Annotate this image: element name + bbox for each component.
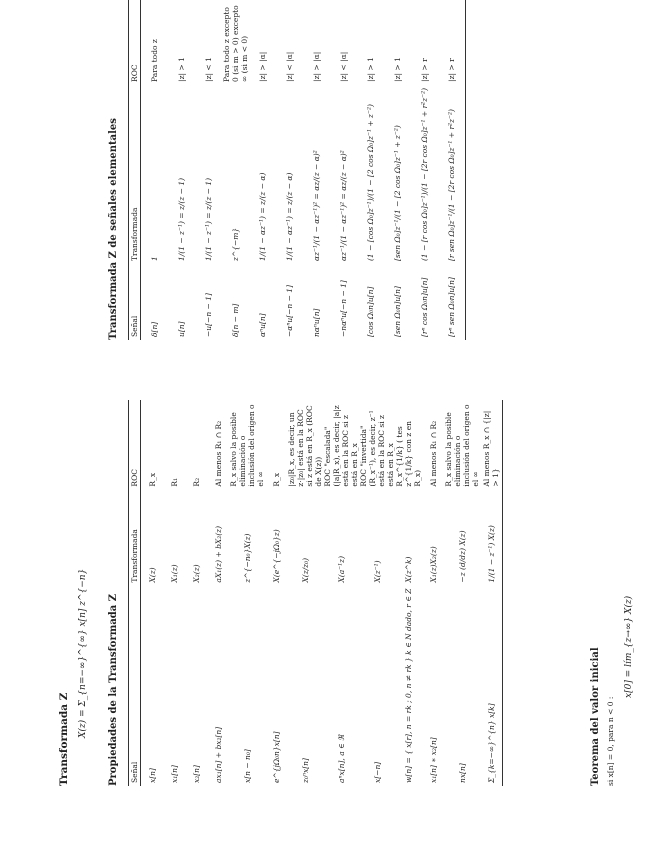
signal-cell: ax₁[n] + bx₂[n]	[213, 726, 223, 783]
transform-cell: αz⁻¹/(1 − αz⁻¹)² = αz/(z − α)²	[312, 150, 321, 261]
table-row	[303, 0, 330, 340]
table-row	[438, 0, 466, 340]
signal-cell: −u[−n − 1]	[204, 293, 213, 337]
roc-cell: |z| < 1	[204, 57, 213, 82]
table-row	[411, 0, 438, 340]
transform-cell: X₁(z)X₂(z)	[428, 546, 438, 583]
roc-cell: R₂	[191, 477, 201, 487]
transform-cell: z^{−n₀}X(z)	[242, 533, 252, 583]
signal-cell: x₂[n]	[191, 765, 201, 783]
transform-cell: X(z)	[147, 567, 157, 583]
table-row	[422, 400, 444, 786]
properties-table	[128, 400, 503, 786]
table-row	[141, 400, 164, 786]
table-row	[359, 400, 395, 786]
signal-cell: Σ_{k=−∞}^{n} x[k]	[480, 586, 503, 786]
signal-cell: u[n]	[177, 321, 186, 337]
table-row	[330, 0, 357, 340]
roc-cell: |z| > 1	[177, 57, 186, 82]
table-row	[265, 400, 287, 786]
column-header-signal: Señal	[129, 264, 141, 340]
transform-cell: aX₁(z) + bX₂(z)	[213, 525, 223, 583]
table-row	[207, 400, 229, 786]
signal-cell: aⁿx[n], a ∈ ℜ	[336, 734, 346, 783]
roc-cell: Al menos R_x ∩ {|z| > 1}	[480, 400, 503, 490]
signal-cell: nαⁿu[n]	[312, 308, 321, 337]
transform-cell: [r sen Ω₀]z⁻¹/(1 − [2r cos Ω₀]z⁻¹ + r²z⁻²)	[438, 85, 466, 264]
table-row	[480, 400, 503, 786]
table-row	[222, 0, 249, 340]
transform-cell: 1/(1 − z⁻¹) = z/(z − 1)	[204, 177, 213, 261]
signal-cell: x[−n]	[372, 761, 382, 783]
column-header-roc: ROC	[129, 0, 141, 85]
signal-cell: [sen Ω₀n]u[n]	[393, 286, 402, 337]
signal-cell: z₀ⁿx[n]	[300, 758, 310, 783]
column-header-transform: Transformada	[129, 85, 141, 264]
signal-cell: w[n] = { x[r], n = rk ; 0, n ≠ rk } k ∈ N dado, r ∈ Z	[404, 588, 413, 783]
transform-cell: X(z^k)	[404, 556, 413, 583]
transform-cell: (1 − [cos Ω₀]z⁻¹)/(1 − [2 cos Ω₀]z⁻¹ + z⁻²)	[366, 104, 375, 261]
column-header-transform: Transformada	[129, 490, 141, 586]
roc-cell: Para todo z excepto 0 (si m > 0) excepto ∞ (si m < 0)	[222, 5, 249, 82]
transform-cell: X(z/z₀)	[300, 557, 310, 583]
roc-cell: Al menos R₁ ∩ R₂	[428, 420, 438, 487]
signal-cell: x₁[n]	[169, 765, 179, 783]
transform-cell: X₂(z)	[191, 564, 201, 583]
table-row	[357, 0, 384, 340]
table-row	[249, 0, 276, 340]
transform-cell: z^{−m}	[231, 227, 240, 261]
table-row	[444, 400, 480, 786]
transform-cell: 1/(1 − αz⁻¹) = z/(z − α)	[285, 172, 294, 261]
transform-cell: (1 − [r cos Ω₀]z⁻¹)/(1 − [2r cos Ω₀]z⁻¹ + r²z⁻²)	[420, 87, 429, 261]
signal-cell: [cos Ω₀n]u[n]	[366, 286, 375, 337]
transform-cell: −z (d/dz) X(z)	[457, 530, 467, 583]
roc-cell: |z| > |α|	[312, 51, 321, 82]
signal-cell: αⁿu[n]	[258, 313, 267, 337]
transform-cell: 1/(1 − αz⁻¹) = z/(z − α)	[258, 172, 267, 261]
table-row	[384, 0, 411, 340]
signal-cell: e^{jΩ₀n}x[n]	[271, 731, 281, 783]
signal-cell: x₁[n] ∗ x₂[n]	[428, 737, 438, 783]
signals-heading: Transformada Z de señales elementales	[108, 118, 119, 340]
signal-cell: δ[n]	[150, 321, 159, 337]
roc-cell: ROC "escalada" (|a|R_x), es decir, |a|z está en la ROC si z está en R_x	[323, 405, 359, 487]
definition-formula: X(z) = Σ_{n=−∞}^{∞} x[n] z^{−n}	[78, 568, 88, 738]
initial-value-condition: si x[n] = 0, para n < 0 :	[606, 696, 615, 786]
signal-cell: −αⁿu[−n − 1]	[285, 284, 294, 337]
table-row	[229, 400, 265, 786]
table-row	[168, 0, 195, 340]
roc-cell: |z| > 1	[393, 57, 402, 82]
roc-cell: |z| > r	[420, 58, 429, 82]
roc-cell: |z| > r	[438, 0, 466, 85]
transform-cell: [sen Ω₀]z⁻¹/(1 − [2 cos Ω₀]z⁻¹ + z⁻²)	[393, 125, 402, 261]
roc-cell: ROC "invertida" (R_x⁻¹), es decir, z⁻¹ está en la ROC si z está en R_x	[359, 410, 395, 487]
roc-cell: |z| > |α|	[258, 51, 267, 82]
signal-cell: [rⁿ cos Ω₀n]u[n]	[420, 277, 429, 337]
table-row	[141, 0, 169, 340]
transform-cell: X(e^{−jΩ₀}z)	[271, 529, 281, 583]
elementary-signals-table	[128, 0, 466, 340]
initial-value-heading: Teorema del valor inicial	[590, 647, 601, 786]
roc-cell: |z| < |α|	[339, 51, 348, 82]
table-row	[195, 0, 222, 340]
table-row	[395, 400, 422, 786]
initial-value-formula: x[0] = lím_{z→∞} X(z)	[624, 595, 634, 698]
table-row	[185, 400, 207, 786]
transform-cell: 1/(1 − z⁻¹) = z/(z − 1)	[177, 177, 186, 261]
signal-cell: nx[n]	[457, 763, 467, 783]
table-row	[276, 0, 303, 340]
signal-cell: x[n − n₀]	[242, 749, 252, 783]
transform-cell: αz⁻¹/(1 − αz⁻¹)² = αz/(z − α)²	[339, 150, 348, 261]
signal-cell: −nαⁿu[−n − 1]	[339, 280, 348, 337]
roc-cell: R_x^{1/k} ( tes z^{1/k} con z en R_x)	[395, 421, 422, 487]
roc-cell: R_x salvo la posible eliminación o inclusión del origen o el ∞	[229, 404, 265, 487]
roc-cell: R_x	[147, 472, 157, 487]
table-row	[323, 400, 359, 786]
table-row	[163, 400, 185, 786]
column-header-signal: Señal	[129, 586, 141, 786]
transform-cell: X₁(z)	[169, 564, 179, 583]
roc-cell: |z| < |α|	[285, 51, 294, 82]
column-header-roc: ROC	[129, 400, 141, 490]
roc-cell: R_x	[271, 472, 281, 487]
roc-cell: Al menos R₁ ∩ R₂	[213, 420, 223, 487]
transform-cell: 1/(1 − z⁻¹) X(z)	[480, 490, 503, 586]
signal-cell: δ[n − m]	[231, 303, 240, 337]
signal-cell: x[n]	[147, 768, 157, 783]
roc-cell: |z₀|R_x, es decir, un z·|z₀| está en la ROC si z está en R_x (ROC de X(z))	[287, 405, 323, 487]
roc-cell: Para todo z	[150, 39, 159, 82]
transform-cell: X(a⁻¹z)	[336, 555, 346, 583]
roc-cell: |z| > 1	[366, 57, 375, 82]
page-title: Transformada Z	[58, 692, 70, 786]
roc-cell: R₁	[169, 477, 179, 487]
properties-heading: Propiedades de la Transformada Z	[108, 593, 119, 786]
roc-cell: R_x salvo la posible eliminación o inclusión del origen o el ∞	[444, 404, 480, 487]
table-row	[287, 400, 323, 786]
transform-cell: X(z⁻¹)	[372, 560, 382, 583]
signal-cell: [rⁿ sen Ω₀n]u[n]	[438, 264, 466, 340]
transform-cell: 1	[150, 256, 159, 261]
